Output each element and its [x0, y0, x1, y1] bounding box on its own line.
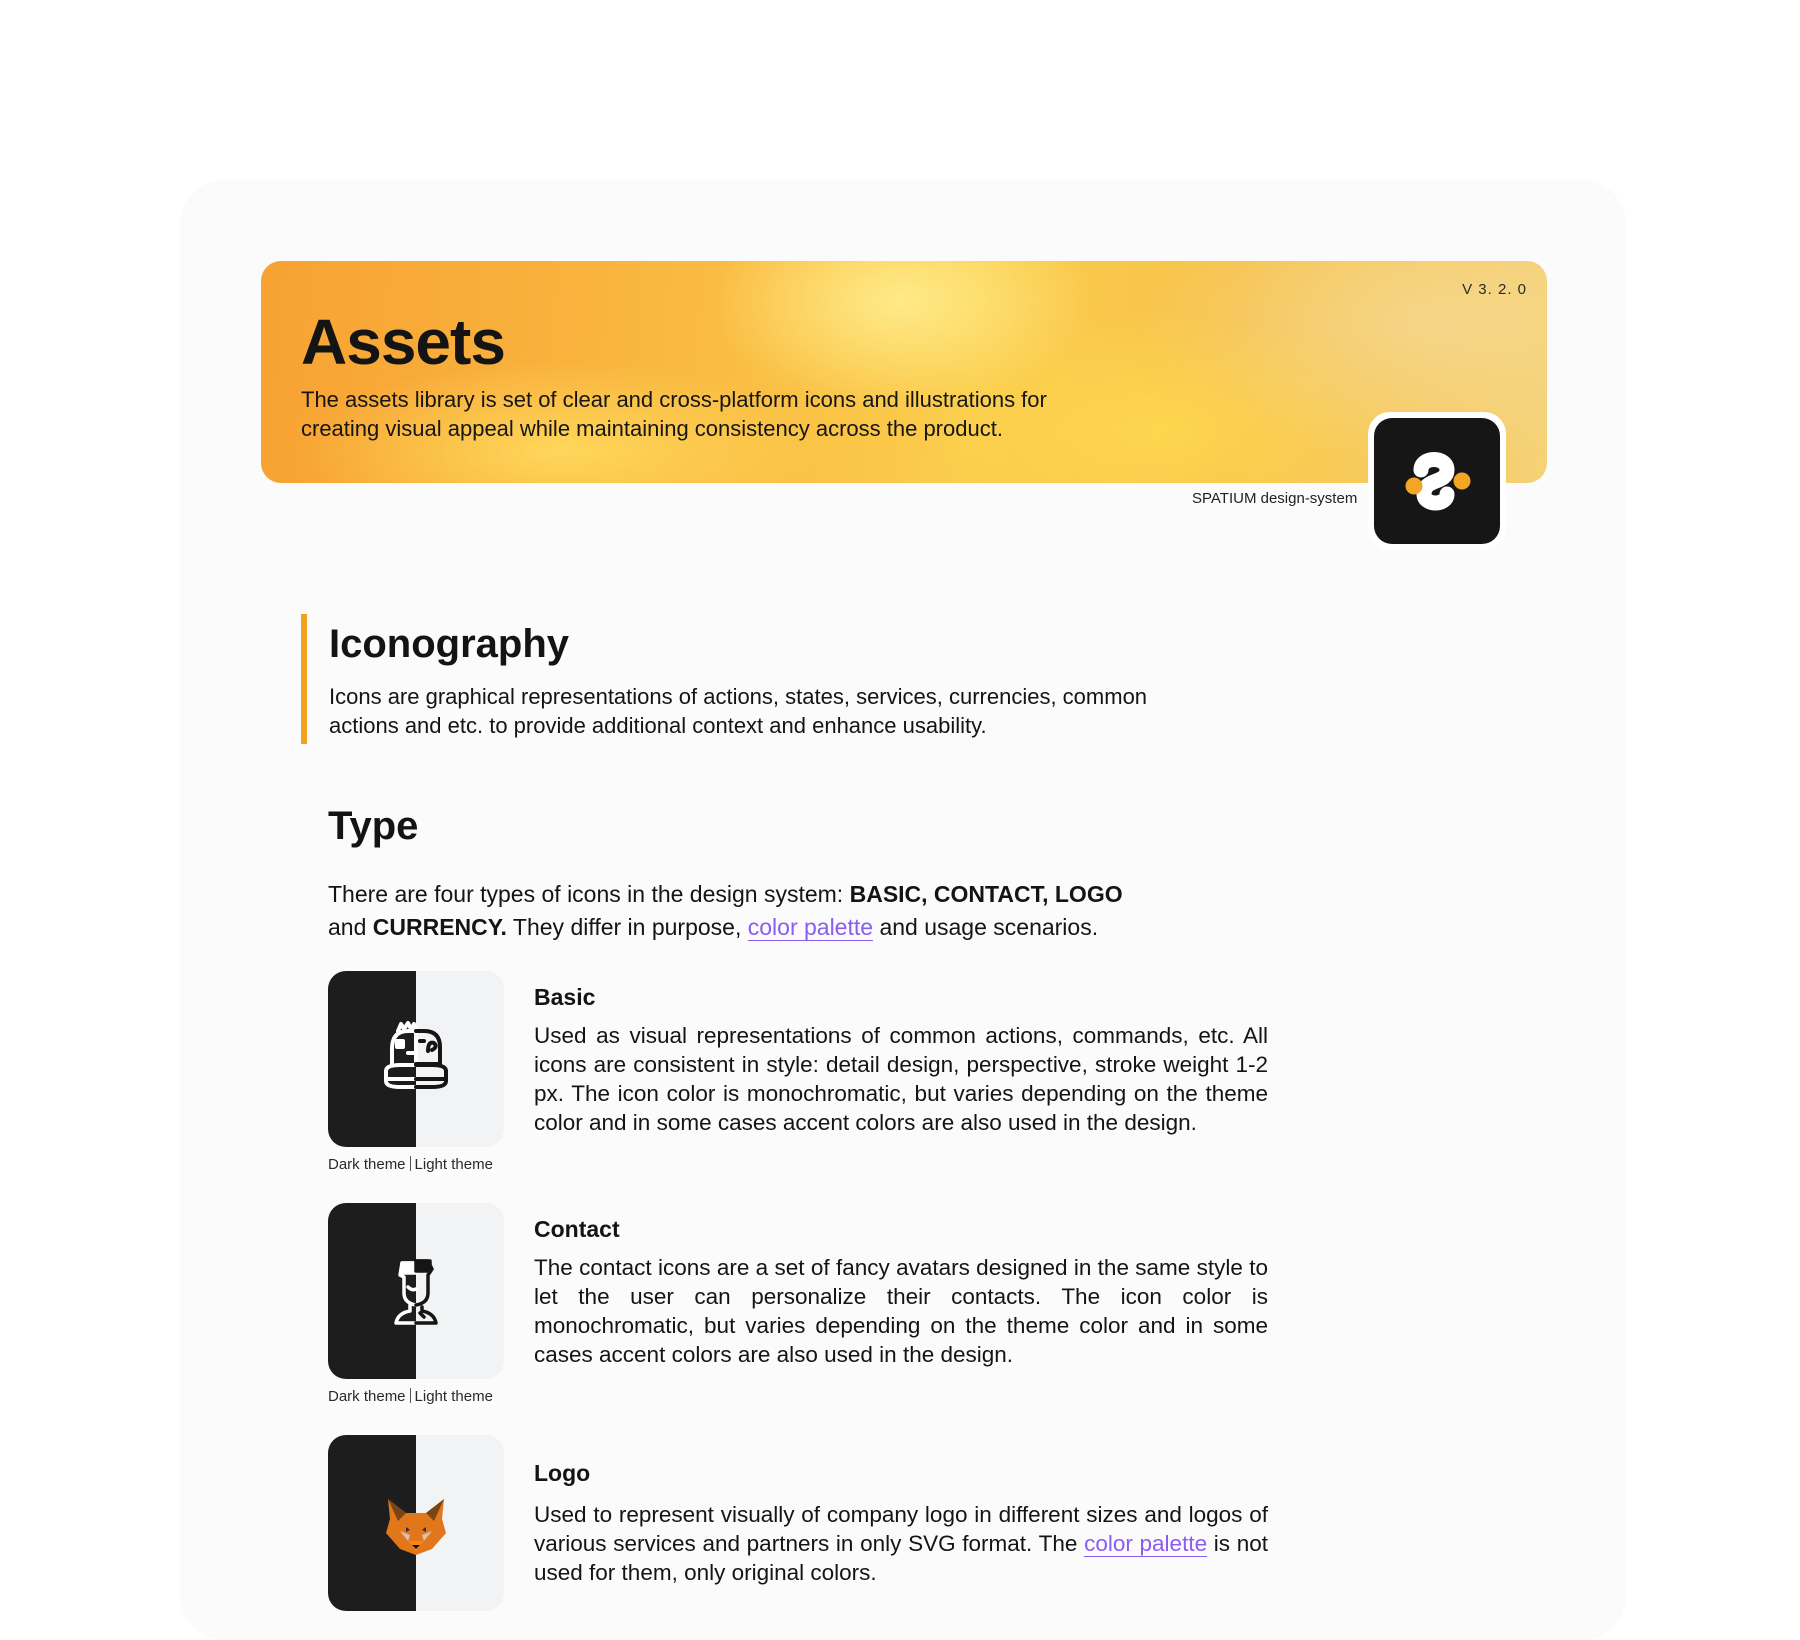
page-description: The assets library is set of clear and cross-platform icons and illustrations for creating visual appeal while maintaining consistency across the product.: [301, 387, 1047, 441]
brand-logo-tile: [1368, 412, 1506, 550]
iconography-title: Iconography: [329, 622, 570, 666]
basic-title: Basic: [534, 984, 596, 1010]
basic-description: Used as visual representations of common actions, commands, etc. All icons are consistent in style: detail design, perspective, stroke weight 1-2 px. The icon color is monochromatic, but varies depending on the theme color and in some cases accent colors are also used in the design.: [534, 1023, 1268, 1135]
page-title: Assets: [301, 306, 505, 378]
color-palette-link[interactable]: color palette: [1084, 1531, 1208, 1556]
contact-description: The contact icons are a set of fancy avatars designed in the same style to let the user can personalize their contacts. The icon color is monochromatic, but varies depending on the theme color and in some cases accent colors are also used in the design.: [534, 1255, 1268, 1367]
theme-caption: Dark theme Light theme: [328, 1388, 493, 1405]
contact-title: Contact: [534, 1216, 620, 1242]
design-system-label: SPATIUM design-system: [1192, 490, 1358, 507]
avatar-icon: [328, 1203, 504, 1379]
version-label: V 3. 2. 0: [1462, 281, 1527, 298]
type-description: There are four types of icons in the design system: BASIC, CONTACT, LOGO and CURRENCY. They differ in purpose, color palette and usage scenarios.: [328, 881, 1123, 940]
iconography-section: [301, 614, 1207, 744]
fox-logo-icon: [328, 1435, 504, 1611]
page-header-banner: [261, 261, 1547, 483]
currency-emphasis: CURRENCY.: [372, 914, 507, 940]
type-title: Type: [328, 804, 419, 848]
robot-bust-icon: [328, 971, 504, 1147]
types-emphasis: BASIC, CONTACT, LOGO: [849, 881, 1123, 907]
spatium-logo-icon: [1374, 418, 1500, 544]
color-palette-link[interactable]: color palette: [747, 914, 874, 940]
logo-description: Used to represent visually of company logo in different sizes and logos of various services and partners in only SVG format. The color palette is not used for them, only original colors.: [534, 1502, 1269, 1585]
contact-icon-preview: [328, 1203, 504, 1379]
logo-title: Logo: [534, 1460, 591, 1486]
iconography-description: Icons are graphical representations of actions, states, services, currencies, common actions and etc. to provide additional context and enhance usability.: [329, 684, 1148, 738]
theme-caption: Dark theme Light theme: [328, 1156, 493, 1173]
basic-icon-preview: [328, 971, 504, 1147]
logo-icon-preview: [328, 1435, 504, 1611]
